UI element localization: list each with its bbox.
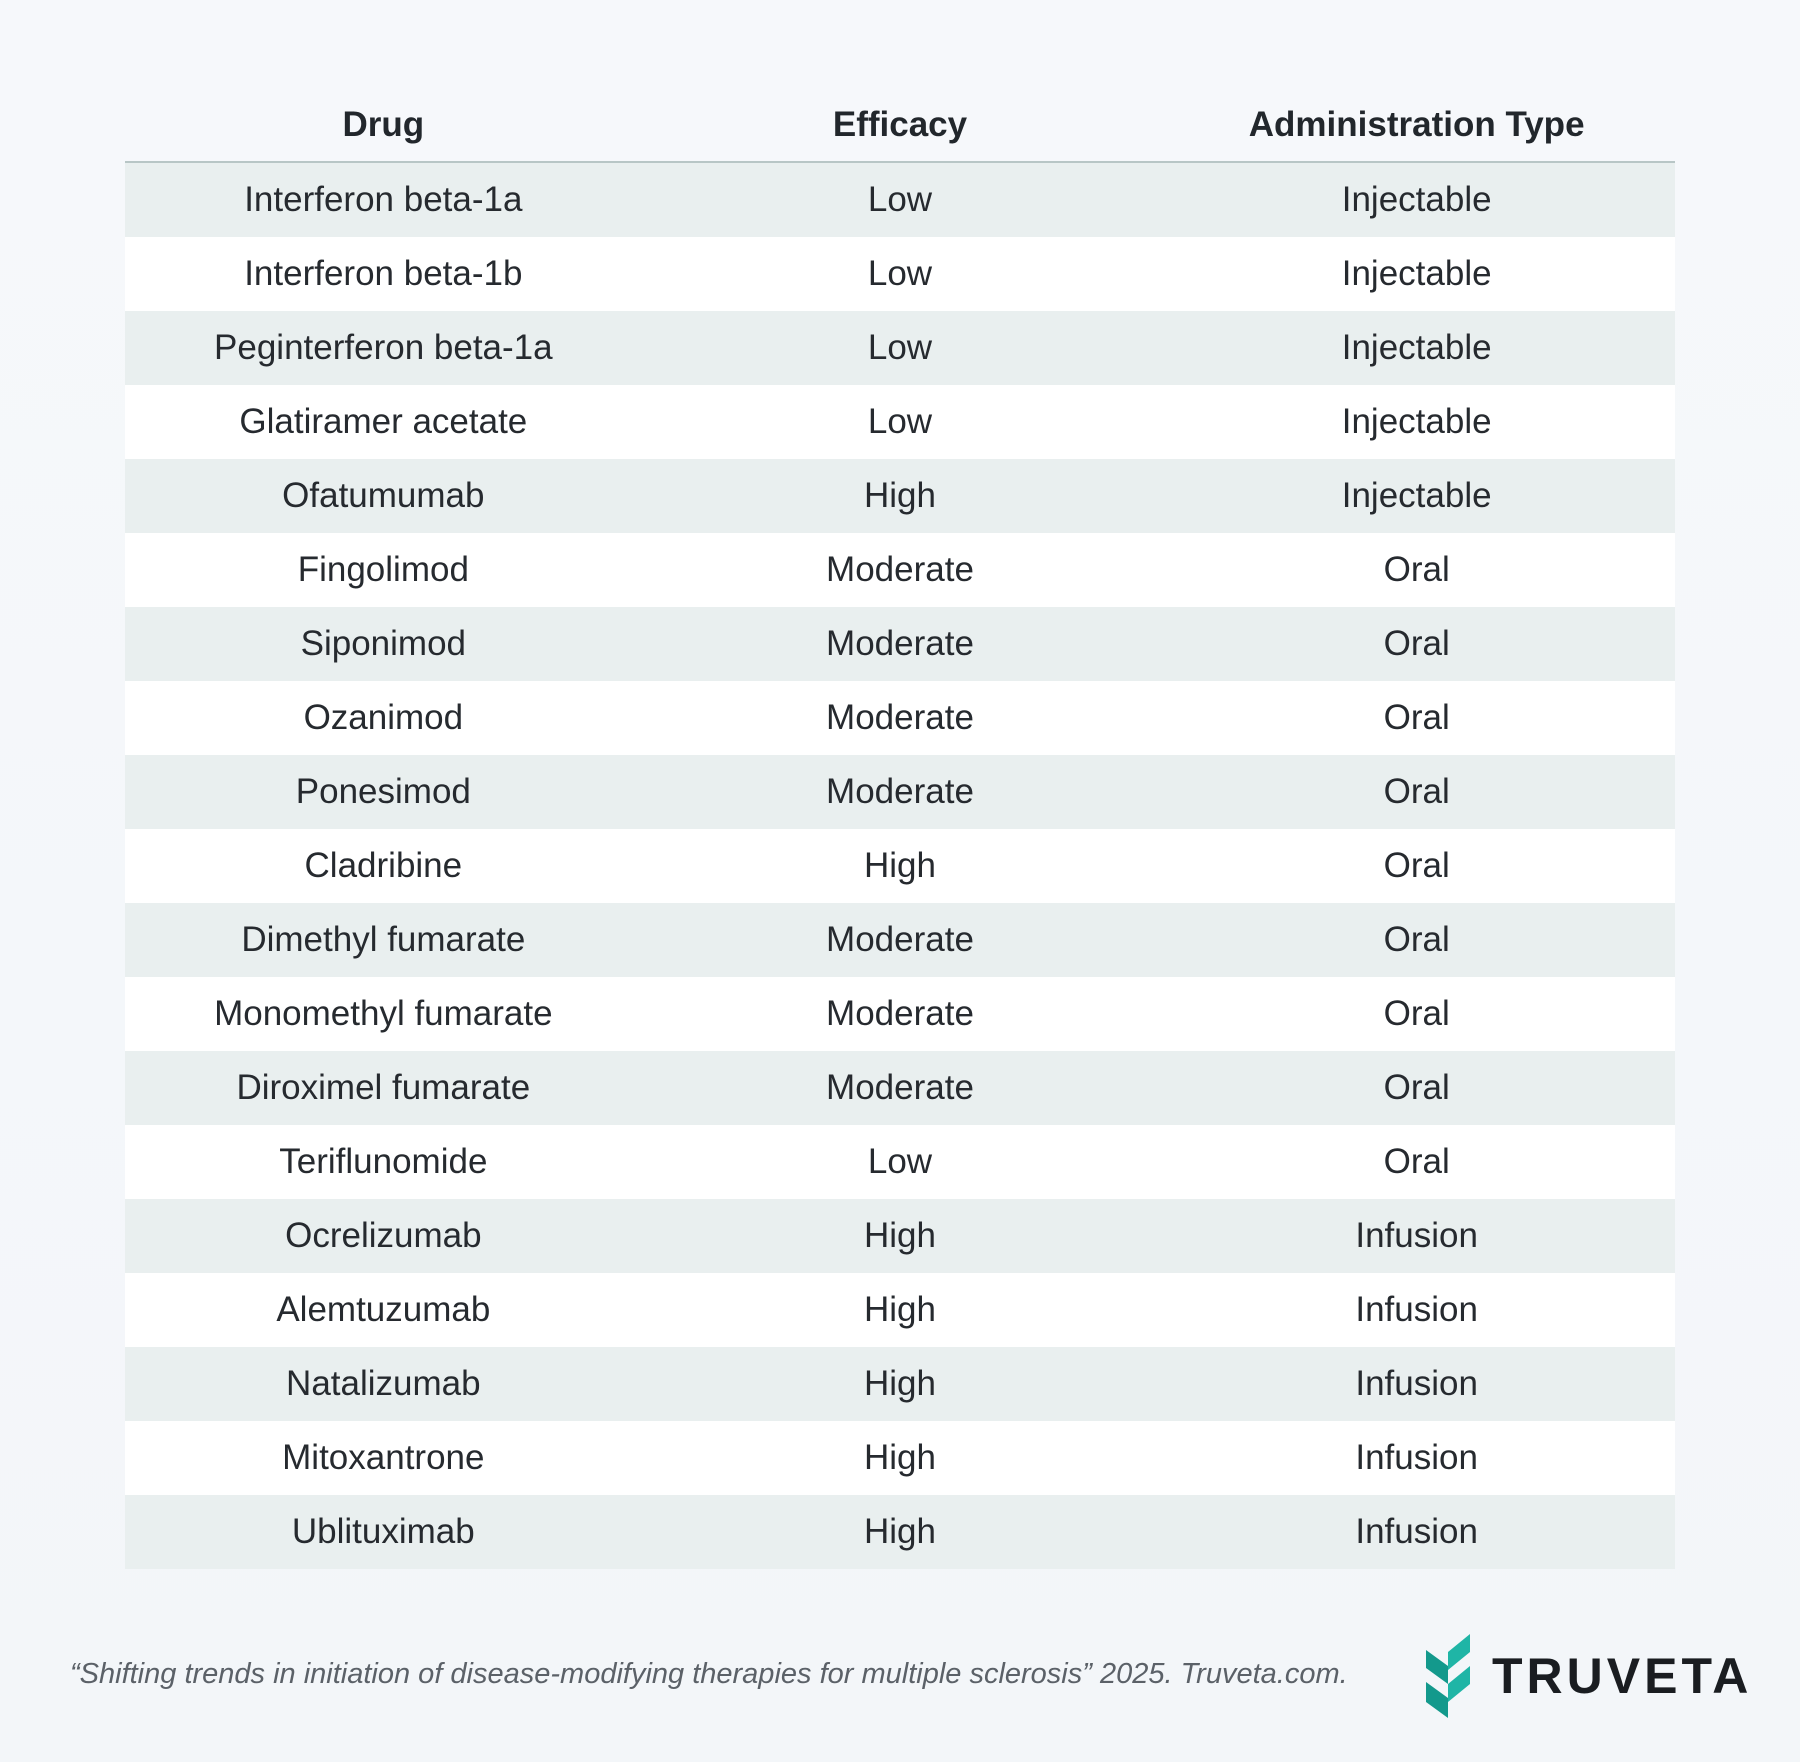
cell-efficacy: High bbox=[642, 1495, 1159, 1569]
drug-table bbox=[125, 88, 1675, 1569]
table-row bbox=[125, 903, 1675, 977]
table-row bbox=[125, 977, 1675, 1051]
cell-drug: Siponimod bbox=[125, 607, 642, 681]
cell-administration-type: Injectable bbox=[1158, 237, 1675, 311]
cell-efficacy: Low bbox=[642, 1125, 1159, 1199]
drug-table-container bbox=[125, 88, 1675, 1569]
cell-drug: Dimethyl fumarate bbox=[125, 903, 642, 977]
cell-drug: Interferon beta-1b bbox=[125, 237, 642, 311]
cell-efficacy: Moderate bbox=[642, 977, 1159, 1051]
cell-administration-type: Infusion bbox=[1158, 1495, 1675, 1569]
cell-drug: Natalizumab bbox=[125, 1347, 642, 1421]
cell-drug: Ponesimod bbox=[125, 755, 642, 829]
cell-administration-type: Injectable bbox=[1158, 311, 1675, 385]
table-row bbox=[125, 755, 1675, 829]
table-row bbox=[125, 1199, 1675, 1273]
cell-drug: Alemtuzumab bbox=[125, 1273, 642, 1347]
table-row bbox=[125, 385, 1675, 459]
cell-administration-type: Infusion bbox=[1158, 1347, 1675, 1421]
cell-administration-type: Oral bbox=[1158, 1125, 1675, 1199]
cell-drug: Cladribine bbox=[125, 829, 642, 903]
table-header bbox=[125, 88, 1675, 162]
cell-efficacy: Low bbox=[642, 237, 1159, 311]
cell-drug: Mitoxantrone bbox=[125, 1421, 642, 1495]
cell-drug: Fingolimod bbox=[125, 533, 642, 607]
table-row bbox=[125, 459, 1675, 533]
table-row bbox=[125, 1051, 1675, 1125]
table-row bbox=[125, 607, 1675, 681]
table-body bbox=[125, 162, 1675, 1569]
cell-efficacy: Low bbox=[642, 385, 1159, 459]
cell-efficacy: High bbox=[642, 459, 1159, 533]
table-row bbox=[125, 681, 1675, 755]
cell-drug: Diroximel fumarate bbox=[125, 1051, 642, 1125]
cell-administration-type: Infusion bbox=[1158, 1199, 1675, 1273]
cell-administration-type: Oral bbox=[1158, 1051, 1675, 1125]
cell-administration-type: Oral bbox=[1158, 607, 1675, 681]
table-row bbox=[125, 1421, 1675, 1495]
cell-administration-type: Oral bbox=[1158, 681, 1675, 755]
table-row bbox=[125, 533, 1675, 607]
table-row bbox=[125, 1347, 1675, 1421]
cell-administration-type: Oral bbox=[1158, 977, 1675, 1051]
cell-efficacy: Moderate bbox=[642, 607, 1159, 681]
cell-drug: Monomethyl fumarate bbox=[125, 977, 642, 1051]
cell-administration-type: Oral bbox=[1158, 829, 1675, 903]
table-row bbox=[125, 162, 1675, 237]
table-row bbox=[125, 237, 1675, 311]
column-header-administration-type: Administration Type bbox=[1158, 88, 1675, 162]
cell-administration-type: Oral bbox=[1158, 903, 1675, 977]
cell-efficacy: High bbox=[642, 1421, 1159, 1495]
column-header-drug: Drug bbox=[125, 88, 642, 162]
cell-administration-type: Oral bbox=[1158, 755, 1675, 829]
cell-drug: Glatiramer acetate bbox=[125, 385, 642, 459]
table-row bbox=[125, 1495, 1675, 1569]
cell-efficacy: High bbox=[642, 829, 1159, 903]
cell-efficacy: High bbox=[642, 1199, 1159, 1273]
column-header-efficacy: Efficacy bbox=[642, 88, 1159, 162]
table-row bbox=[125, 1125, 1675, 1199]
table-row bbox=[125, 829, 1675, 903]
cell-administration-type: Injectable bbox=[1158, 162, 1675, 237]
logo-wordmark: TRUVETA bbox=[1492, 1648, 1753, 1704]
table-row bbox=[125, 1273, 1675, 1347]
cell-drug: Ocrelizumab bbox=[125, 1199, 642, 1273]
header-row bbox=[125, 88, 1675, 162]
cell-administration-type: Injectable bbox=[1158, 385, 1675, 459]
table-row bbox=[125, 311, 1675, 385]
cell-administration-type: Injectable bbox=[1158, 459, 1675, 533]
truveta-logo bbox=[1418, 1630, 1752, 1722]
cell-drug: Ublituximab bbox=[125, 1495, 642, 1569]
cell-efficacy: High bbox=[642, 1347, 1159, 1421]
cell-efficacy: Low bbox=[642, 162, 1159, 237]
cell-administration-type: Infusion bbox=[1158, 1273, 1675, 1347]
truveta-logo-mark-icon bbox=[1418, 1630, 1478, 1722]
cell-efficacy: High bbox=[642, 1273, 1159, 1347]
cell-drug: Teriflunomide bbox=[125, 1125, 642, 1199]
cell-drug: Ofatumumab bbox=[125, 459, 642, 533]
cell-efficacy: Moderate bbox=[642, 681, 1159, 755]
cell-efficacy: Moderate bbox=[642, 533, 1159, 607]
cell-drug: Peginterferon beta-1a bbox=[125, 311, 642, 385]
source-citation: “Shifting trends in initiation of disease-modifying therapies for multiple sclerosis” 2025. Truveta.com. bbox=[70, 1658, 1348, 1690]
cell-efficacy: Moderate bbox=[642, 1051, 1159, 1125]
cell-administration-type: Oral bbox=[1158, 533, 1675, 607]
cell-efficacy: Moderate bbox=[642, 903, 1159, 977]
cell-administration-type: Infusion bbox=[1158, 1421, 1675, 1495]
cell-efficacy: Moderate bbox=[642, 755, 1159, 829]
cell-drug: Ozanimod bbox=[125, 681, 642, 755]
cell-drug: Interferon beta-1a bbox=[125, 162, 642, 237]
cell-efficacy: Low bbox=[642, 311, 1159, 385]
